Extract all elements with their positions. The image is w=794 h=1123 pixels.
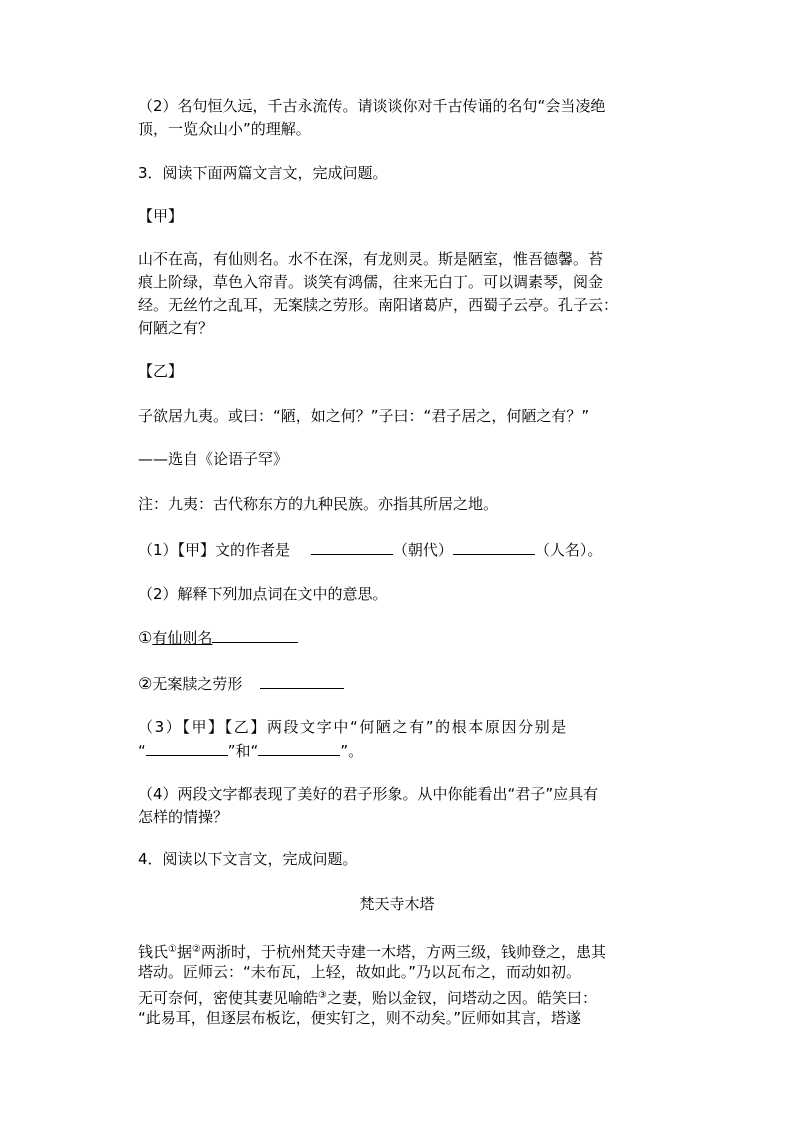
item-number: ② [138, 674, 153, 693]
item-text: 无案牍之劳形 [152, 675, 243, 693]
q3-sub3-line2 [138, 739, 683, 763]
passage-title: 梵天寺木塔 [359, 895, 435, 913]
reason-blank-yi[interactable] [258, 739, 340, 756]
q2-2-line1: （2）名句恒久远，千古永流传。请谈谈你对千古传诵的名句“会当凌绝 [138, 97, 606, 115]
jia-line-1: 山不在高，有仙则名。水不在深，有龙则灵。斯是陋室，惟吾德馨。苔 [138, 250, 604, 268]
q2-2-line2: 顶，一览众山小”的理解。 [138, 120, 311, 138]
item-text: 有仙则名 [152, 629, 213, 647]
text-run: 据 [176, 943, 192, 961]
q3-heading: 3．阅读下面两篇文言文，完成问题。 [138, 164, 388, 182]
q3-sub1 [138, 538, 683, 562]
passage-line-4: “此易耳，但逐层布板讫，便实钉之，则不动矣。”匠师如其言，塔遂 [138, 1009, 582, 1027]
note-line: 注：九夷：古代称东方的九种民族。亦指其所居之地。 [138, 495, 499, 513]
jia-line-4: 何陋之有？ [138, 319, 214, 337]
text-run: 之妻，贻以金钗，问塔动之因。皓笑曰： [326, 989, 597, 1007]
item-number: ① [138, 628, 153, 647]
sub2-item-2 [138, 672, 683, 696]
footnote-ref: ③ [318, 990, 327, 1001]
sub1-mid: （朝代） [392, 541, 453, 559]
jia-label: 【甲】 [138, 207, 184, 225]
answer-blank-1[interactable] [212, 626, 298, 643]
passage-line-2: 塔动。匠师云：“未布瓦，上轻，故如此。”乃以瓦布之，而动如初。 [138, 963, 582, 981]
yi-text: 子欲居九夷。或曰：“陋，如之何？”子曰：“君子居之，何陋之有？” [138, 407, 590, 425]
dynasty-blank[interactable] [311, 538, 393, 555]
q3-sub2: （2）解释下列加点词在文中的意思。 [138, 585, 388, 603]
quote-close: ”。 [340, 742, 364, 760]
q3-sub4-line2: 怎样的情操？ [138, 808, 229, 826]
reason-blank-jia[interactable] [146, 739, 228, 756]
sub2-item-1 [138, 626, 683, 650]
sub1-suffix: （人名）。 [534, 541, 603, 559]
author-name-blank[interactable] [453, 538, 535, 555]
footnote-ref: ① [168, 944, 177, 955]
quote-open: “ [138, 742, 146, 760]
q3-sub3-line1: （3）【甲】【乙】两段文字中“何陋之有”的根本原因分别是 [138, 718, 568, 736]
yi-label: 【乙】 [138, 362, 184, 380]
q4-heading: 4．阅读以下文言文，完成问题。 [138, 850, 358, 868]
quote-mid: ”和“ [227, 742, 259, 760]
text-run: 无可奈何，密使其妻见喻皓 [138, 989, 319, 1007]
footnote-ref: ② [192, 944, 201, 955]
q3-sub4-line1: （4）两段文字都表现了美好的君子形象。从中你能看出“君子”应具有 [138, 785, 599, 803]
sub1-prefix: （1）【甲】文的作者是 [138, 541, 291, 559]
text-run: 两浙时，于杭州梵天寺建一木塔，方两三级，钱帅登之，患其 [200, 943, 606, 961]
jia-line-3: 经。无丝竹之乱耳，无案牍之劳形。南阳诸葛庐，西蜀子云亭。孔子云： [138, 296, 619, 314]
jia-line-2: 痕上阶绿，草色入帘青。谈笑有鸿儒，往来无白丁。可以调素琴，阅金 [138, 273, 604, 291]
source-line: ——选自《论语子罕》 [138, 450, 289, 468]
text-run: 钱氏 [138, 943, 169, 961]
answer-blank-2[interactable] [260, 672, 344, 689]
